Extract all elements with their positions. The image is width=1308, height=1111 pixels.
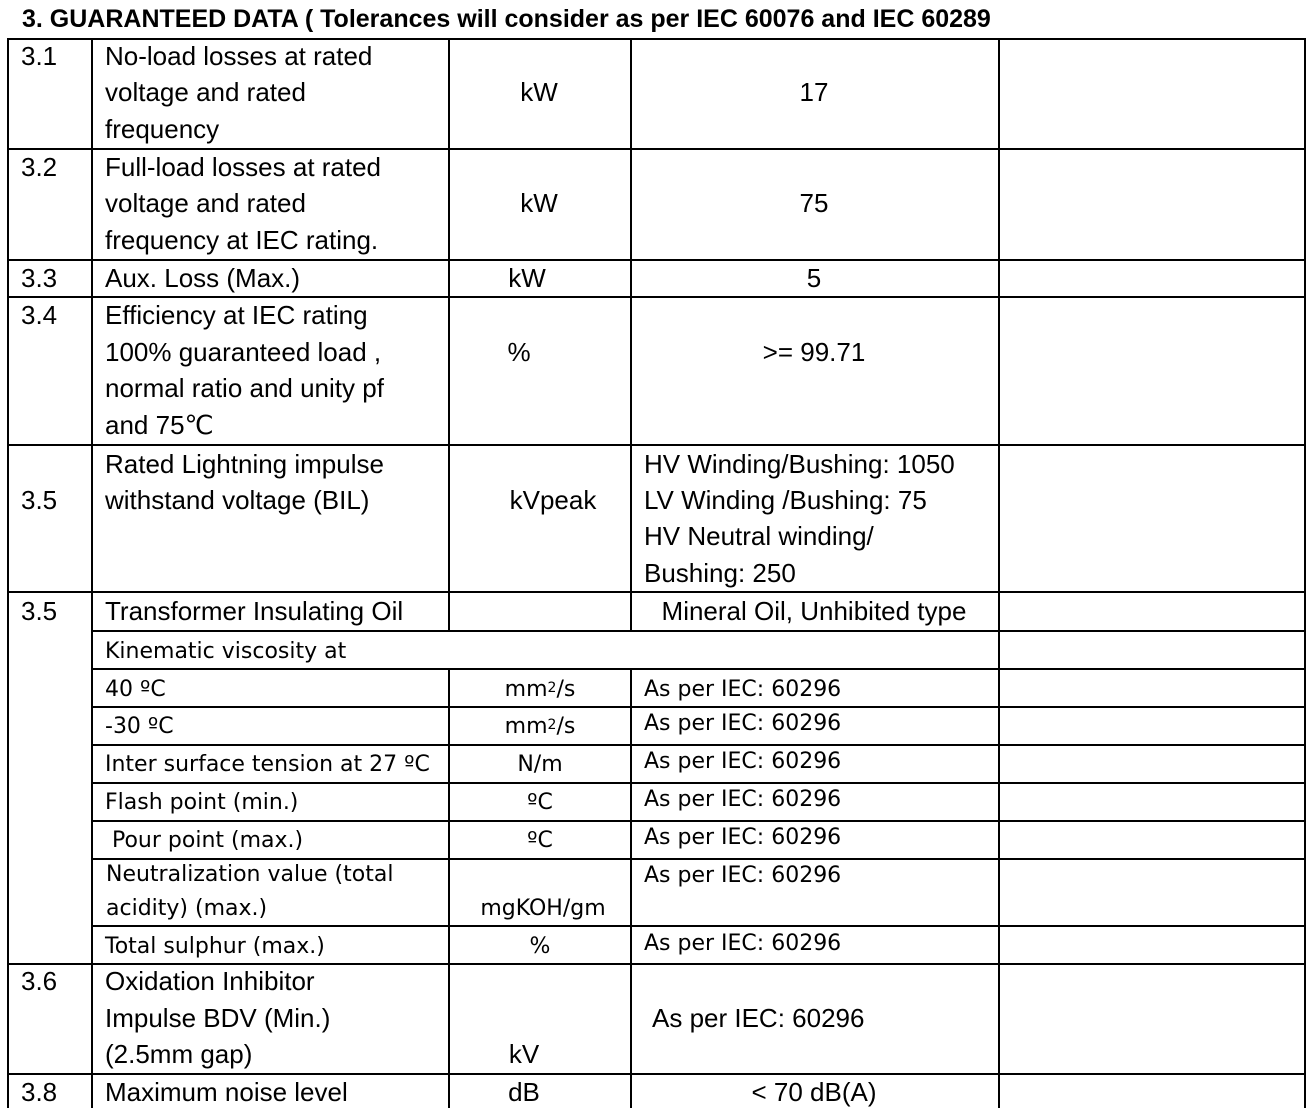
item-description: Impulse BDV (Min.)	[105, 1003, 331, 1033]
item-value: As per IEC: 60296	[644, 931, 842, 956]
item-unit: kW	[520, 77, 558, 107]
item-value: 17	[799, 77, 829, 107]
item-value: HV Neutral winding/	[644, 521, 874, 551]
item-description: Total sulphur (max.)	[105, 934, 325, 959]
item-description: Aux. Loss (Max.)	[105, 263, 301, 293]
item-description: Inter surface tension at 27 ºC	[105, 752, 430, 777]
item-value: HV Winding/Bushing: 1050	[644, 449, 955, 479]
item-value: Mineral Oil, Unhibited type	[661, 596, 967, 626]
item-description: Oxidation Inhibitor	[105, 966, 315, 996]
item-unit: mgKOH/gm	[480, 896, 606, 921]
item-value: Bushing: 250	[644, 558, 796, 588]
item-value: As per IEC: 60296	[644, 787, 842, 812]
item-description: Rated Lightning impulse	[105, 449, 384, 479]
item-description: acidity) (max.)	[106, 896, 268, 921]
item-unit: %	[529, 934, 551, 959]
item-description: No-load losses at rated	[105, 41, 373, 71]
item-unit: N/m	[517, 752, 563, 777]
item-number: 3.8	[21, 1077, 58, 1107]
item-value: < 70 dB(A)	[751, 1077, 877, 1107]
item-description: Maximum noise level	[105, 1077, 348, 1107]
item-unit: kW	[520, 188, 558, 218]
item-unit: dB	[508, 1077, 540, 1107]
item-unit: kVpeak	[509, 485, 597, 515]
item-description: frequency at IEC rating.	[105, 225, 379, 255]
item-unit: kW	[508, 263, 546, 293]
item-description: withstand voltage (BIL)	[105, 485, 370, 515]
item-description: Efficiency at IEC rating	[105, 300, 368, 330]
item-value: 75	[799, 188, 829, 218]
item-value: LV Winding /Bushing: 75	[644, 485, 927, 515]
item-number: 3.5	[21, 596, 58, 626]
item-unit: $mm^2/s$	[504, 714, 576, 739]
item-value: 5	[806, 263, 822, 293]
item-description: Flash point (min.)	[105, 790, 299, 815]
item-description: frequency	[105, 114, 220, 144]
item-description: voltage and rated	[105, 77, 306, 107]
item-description: -30 ºC	[105, 714, 174, 739]
item-number: 3.4	[21, 300, 58, 330]
item-description: 40 ºC	[105, 677, 166, 702]
item-description: Neutralization value (total	[106, 862, 394, 887]
item-unit: %	[507, 337, 531, 367]
item-number: 3.6	[21, 966, 58, 996]
item-value: As per IEC: 60296	[644, 825, 842, 850]
item-number: 3.3	[21, 263, 58, 293]
item-description: Transformer Insulating Oil	[105, 596, 404, 626]
item-description: normal ratio and unity pf	[105, 373, 384, 403]
item-description: (2.5mm gap)	[105, 1039, 253, 1069]
item-unit: ºC	[527, 828, 553, 853]
item-unit: kV	[508, 1039, 540, 1069]
item-value: >= 99.71	[762, 337, 866, 367]
item-number: 3.2	[21, 152, 58, 182]
item-value: As per IEC: 60296	[652, 1003, 865, 1033]
item-description: and 75℃	[105, 410, 214, 440]
item-value: As per IEC: 60296	[644, 711, 842, 736]
item-description: Pour point (max.)	[105, 828, 304, 853]
item-number: 3.1	[21, 41, 58, 71]
item-value: As per IEC: 60296	[644, 863, 842, 888]
sub-header: Kinematic viscosity at	[105, 639, 347, 664]
item-value: As per IEC: 60296	[644, 749, 842, 774]
item-description: 100% guaranteed load ,	[105, 337, 382, 367]
section-heading: 3. GUARANTEED DATA ( Tolerances will consider as per IEC 60076 and IEC 60289	[22, 5, 991, 33]
item-unit: $mm^2/s$	[504, 677, 576, 702]
item-description: Full-load losses at rated	[105, 152, 382, 182]
item-number: 3.5	[21, 485, 58, 515]
item-description: voltage and rated	[105, 188, 306, 218]
item-value: As per IEC: 60296	[644, 677, 842, 702]
item-unit: ºC	[527, 790, 553, 815]
